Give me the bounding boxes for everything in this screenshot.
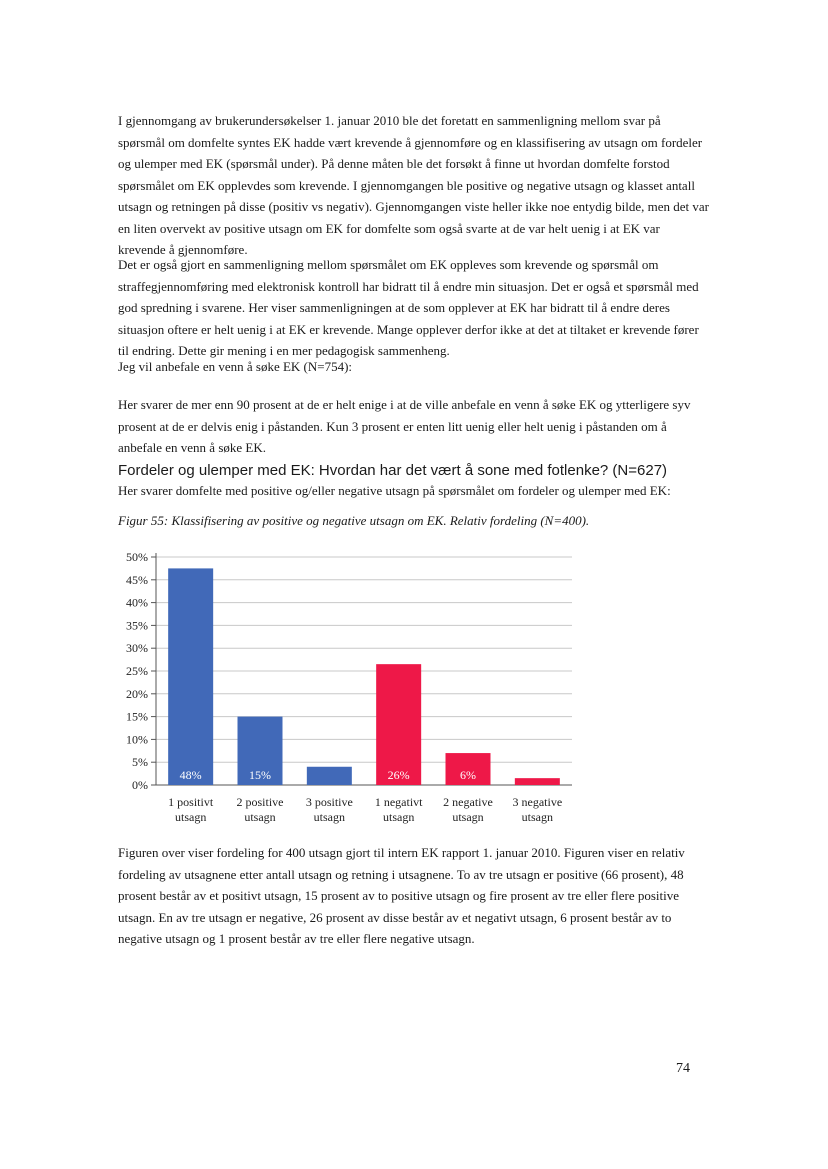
data-label: 15% <box>249 768 271 782</box>
y-tick-label: 30% <box>126 641 148 656</box>
x-tick-label: utsagn <box>452 810 484 824</box>
bar <box>168 568 213 785</box>
x-tick-label: utsagn <box>174 810 207 824</box>
page-number: 74 <box>676 1061 690 1076</box>
x-tick-label: utsagn <box>244 810 276 824</box>
y-tick-label: 25% <box>126 664 148 678</box>
x-tick-label: 3 positive <box>305 795 353 809</box>
x-tick-label: utsagn <box>313 810 346 824</box>
y-tick-label: 10% <box>126 732 148 747</box>
y-tick-label: 15% <box>126 709 148 724</box>
x-tick-label: utsagn <box>382 810 415 824</box>
x-tick-label: 2 negative <box>443 795 493 809</box>
x-tick-label: 1 negativt <box>374 795 423 809</box>
paragraph-answer: Her svarer de mer enn 90 prosent at de er helt enige i at de ville anbefale en venn å søke EK og ytterligere syv prosent at de er delvis enig i påstanden. Kun 3 prosent er enten litt uenig eller helt uenig i påstanden om å anbefale en venn å søke EK. <box>118 397 691 455</box>
section-subheading: Her svarer domfelte med positive og/eller negative utsagn på spørsmålet om fordeler og ulemper med EK: <box>118 483 671 498</box>
y-tick-label: 20% <box>126 686 148 701</box>
paragraph-figure-description: Figuren over viser fordeling for 400 utsagn gjort til intern EK rapport 1. januar 2010. Figuren viser en relativ fordeling av utsagnene etter antall utsagn og retning i utsagnene. To av tre utsagn er positive (66 prosent), 48 prosent består av et positivt utsagn, 15 prosent av to positive utsagn og fire prosent av tre eller flere positive utsagn. En av tre utsagn er negative, 26 prosent av disse består av et negativt utsagn, 6 prosent består av to negative utsagn og 1 prosent består av tre eller flere negative utsagn. <box>118 845 685 946</box>
paragraph-intro: I gjennomgang av brukerundersøkelser 1. januar 2010 ble det foretatt en sammenligning mellom svar på spørsmål om domfelte syntes EK hadde vært krevende å gjennomføre og en klassifisering av utsagn om fordeler og ulemper med EK (spørsmål under). På denne måten ble det forsøkt å finne ut hvordan domfelte forstod spørsmålet om EK opplevdes som krevende. I gjennomgangen ble positive og negative utsagn og klasset antall utsagn og retningen på disse (positiv vs negativ). Gjennomgangen viste heller ikke noe entydig bilde, men det var en liten overvekt av positive utsagn om EK for domfelte som også svarte at de var helt uenig i at EK var krevende å gjennomføre. <box>118 113 709 257</box>
y-tick-label: 5% <box>132 755 148 770</box>
data-label: 6% <box>460 768 476 782</box>
bar <box>515 778 560 785</box>
x-tick-label: 2 positive <box>236 795 284 809</box>
section-heading: Fordeler og ulemper med EK: Hvordan har det vært å sone med fotlenke? (N=627) <box>118 462 668 479</box>
bar <box>376 664 421 785</box>
y-tick-label: 35% <box>126 618 148 633</box>
x-tick-label: utsagn <box>521 810 554 824</box>
data-label: 26% <box>387 768 410 782</box>
data-label: 48% <box>179 768 202 782</box>
bar <box>307 767 352 785</box>
y-tick-label: 45% <box>126 572 148 587</box>
y-tick-label: 40% <box>126 595 148 610</box>
y-tick-label: 0% <box>132 778 148 792</box>
paragraph-comparison: Det er også gjort en sammenligning mellom spørsmålet om EK oppleves som krevende og spørsmål om straffegjennomføring med elektronisk kontroll har bidratt til å endre min situasjon. Det er også et spørsmål med god spredning i svarene. Her viser sammenligningen at de som opplever at EK har bidratt til å endre deres situasjon oftere er helt uenig i at EK er krevende. Mange opplever derfor ikke at det at tiltaket er krevende fører til endring. Dette gir mening i en mer pedagogisk sammenheng. <box>118 257 699 358</box>
paragraph-question: Jeg vil anbefale en venn å søke EK (N=754): <box>118 359 353 374</box>
x-tick-label: 3 negative <box>512 795 563 809</box>
figure-caption: Figur 55: Klassifisering av positive og negative utsagn om EK. Relativ fordeling (N=400). <box>118 513 590 528</box>
y-tick-label: 50% <box>126 550 148 564</box>
x-tick-label: 1 positivt <box>168 795 214 809</box>
bar-chart <box>110 545 580 835</box>
